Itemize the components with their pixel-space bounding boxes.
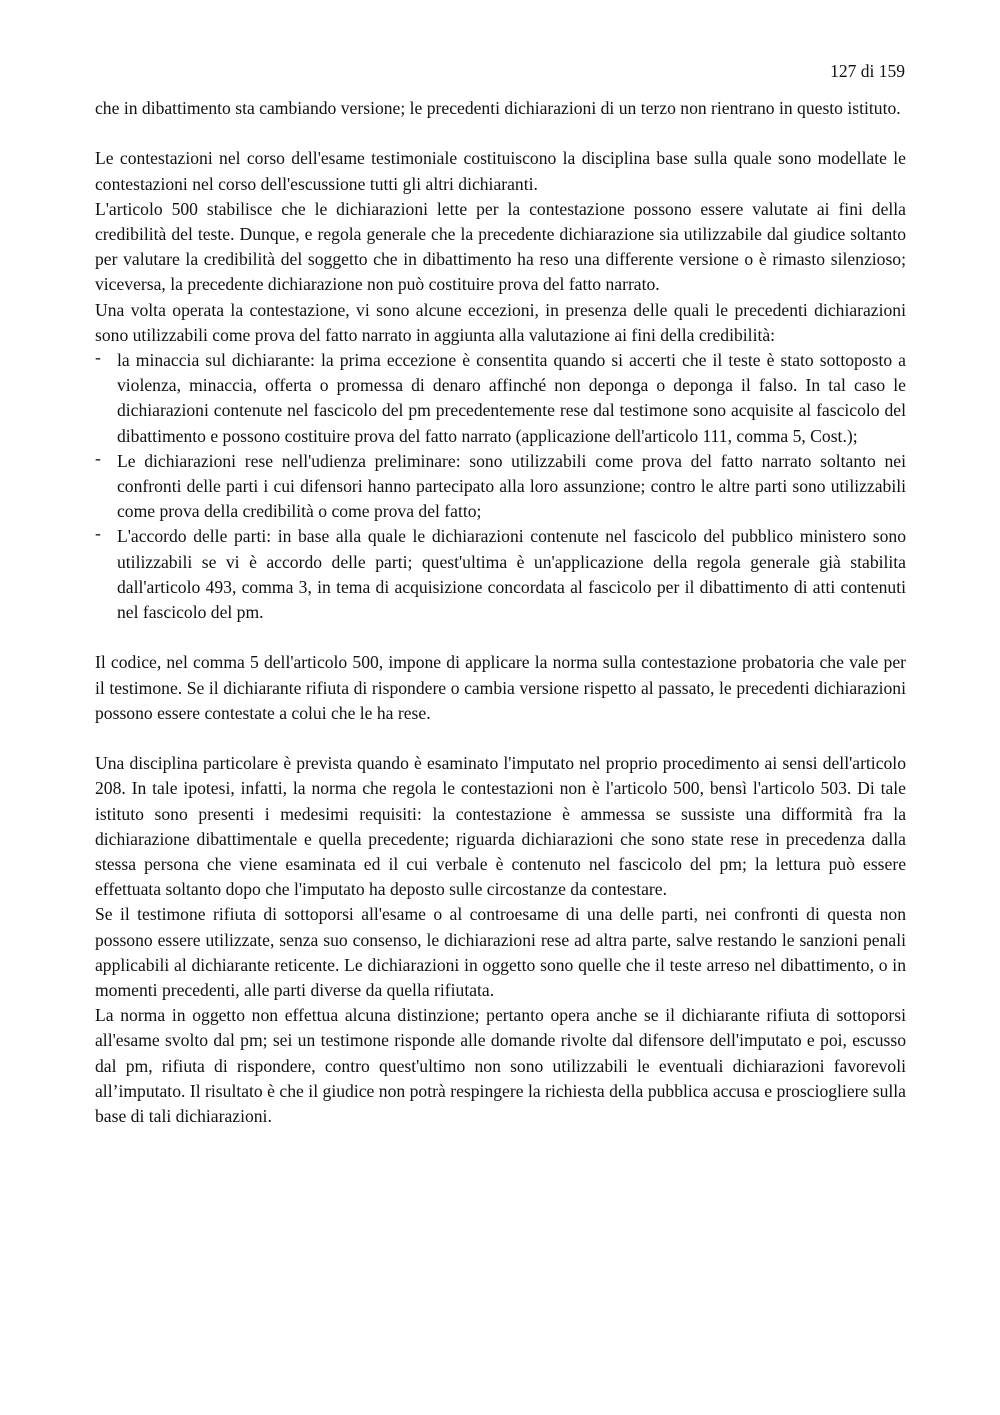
dash-bullet: - <box>95 447 101 468</box>
exceptions-list <box>95 348 906 625</box>
list-item-text: Le dichiarazioni rese nell'udienza preliminare: sono utilizzabili come prova del fatto narrato soltanto nei confronti delle parti i cui difensori hanno partecipato alla loro assunzione; contro le altre parti sono utilizzabili come prova della credibilità o come prova del fatto; <box>117 450 906 522</box>
paragraph-8: La norma in oggetto non effettua alcuna distinzione; pertanto opera anche se il dichiarante rifiuta di sottoporsi all'esame svolto dal pm; sei un testimone risponde alle domande rivolte dal difensore dell'imputato e poi, escusso dal pm, rifiuta di rispondere, contro quest'ultimo non sono utilizzabili le eventuali dichiarazioni favorevoli all’imputato. Il risultato è che il giudice non potrà respingere la richiesta della pubblica accusa e prosciogliere sulla base di tali dichiarazioni. <box>95 1005 906 1127</box>
paragraph-7: Se il testimone rifiuta di sottoporsi all'esame o al controesame di una delle parti, nei confronti di questa non possono essere utilizzate, senza suo consenso, le dichiarazioni rese ad altra parte, salve restando le sanzioni penali applicabili al dichiarante reticente. Le dichiarazioni in oggetto sono quelle che il teste arreso nel dibattimento, o in momenti precedenti, alle parti diverse da quella rifiutata. <box>95 904 906 1001</box>
dash-bullet: - <box>95 347 101 368</box>
paragraph-spacer <box>95 625 906 650</box>
list-item <box>95 524 906 625</box>
list-item-text: L'accordo delle parti: in base alla quale le dichiarazioni contenute nel fascicolo del pubblico ministero sono utilizzabili se vi è accordo delle parti; quest'ultima è un'applicazione della regola generale già stabilita dall'articolo 493, comma 3, in tema di acquisizione concordata al fascicolo per il dibattimento di atti contenuti nel fascicolo del pm. <box>117 526 906 623</box>
paragraph-1: che in dibattimento sta cambiando versione; le precedenti dichiarazioni di un terzo non rientrano in questo istituto. <box>95 98 901 118</box>
paragraph-3: L'articolo 500 stabilisce che le dichiarazioni lette per la contestazione possono essere valutate ai fini della credibilità del teste. Dunque, e regola generale che la precedente dichiarazione sia utilizzabile dal giudice soltanto per valutare la credibilità del soggetto che in dibattimento ha reso una differente versione o è rimasto silenzioso; viceversa, la precedente dichiarazione non può costituire prova del fatto narrato. <box>95 198 906 295</box>
paragraph-2: Le contestazioni nel corso dell'esame testimoniale costituiscono la disciplina base sulla quale sono modellate le contestazioni nel corso dell'escussione tutti gli altri dichiaranti. <box>95 148 906 194</box>
list-item <box>95 348 906 449</box>
list-item-text: la minaccia sul dichiarante: la prima eccezione è consentita quando si accerti che il teste è stato sottoposto a violenza, minaccia, offerta o promessa di denaro affinché non deponga o deponga il falso. In tal caso le dichiarazioni contenute nel fascicolo del pm precedentemente rese dal testimone sono acquisite al fascicolo del dibattimento e possono costituire prova del fatto narrato (applicazione dell'articolo 111, comma 5, Cost.); <box>117 350 906 446</box>
dash-bullet: - <box>95 523 101 544</box>
paragraph-4: Una volta operata la contestazione, vi sono alcune eccezioni, in presenza delle quali le precedenti dichiarazioni sono utilizzabili come prova del fatto narrato in aggiunta alla valutazione ai fini della credibilità: <box>95 299 906 345</box>
paragraph-5: Il codice, nel comma 5 dell'articolo 500, impone di applicare la norma sulla contestazione probatoria che vale per il testimone. Se il dichiarante rifiuta di rispondere o cambia versione rispetto al passato, le precedenti dichiarazioni possono essere contestate a colui che le ha rese. <box>95 652 906 723</box>
paragraph-spacer <box>95 121 906 146</box>
page-number: 127 di 159 <box>830 61 905 81</box>
list-item <box>95 449 906 525</box>
paragraph-6: Una disciplina particolare è prevista quando è esaminato l'imputato nel proprio procedimento ai sensi dell'articolo 208. In tale ipotesi, infatti, la norma che regola le contestazioni non è l'articolo 500, bensì l'articolo 503. Di tale istituto sono presenti i medesimi requisiti: la contestazione è ammessa se sussiste una difformità fra la dichiarazione dibattimentale e quella precedente; riguarda dichiarazioni che sono state rese in precedenza dalla stessa persona che viene esaminata ed il cui verbale è contenuto nel fascicolo del pm; la lettura può essere effettuata soltanto dopo che l'imputato ha deposto sulle circostanze da contestare. <box>95 753 906 900</box>
document-body <box>95 96 906 1129</box>
paragraph-spacer <box>95 726 906 751</box>
